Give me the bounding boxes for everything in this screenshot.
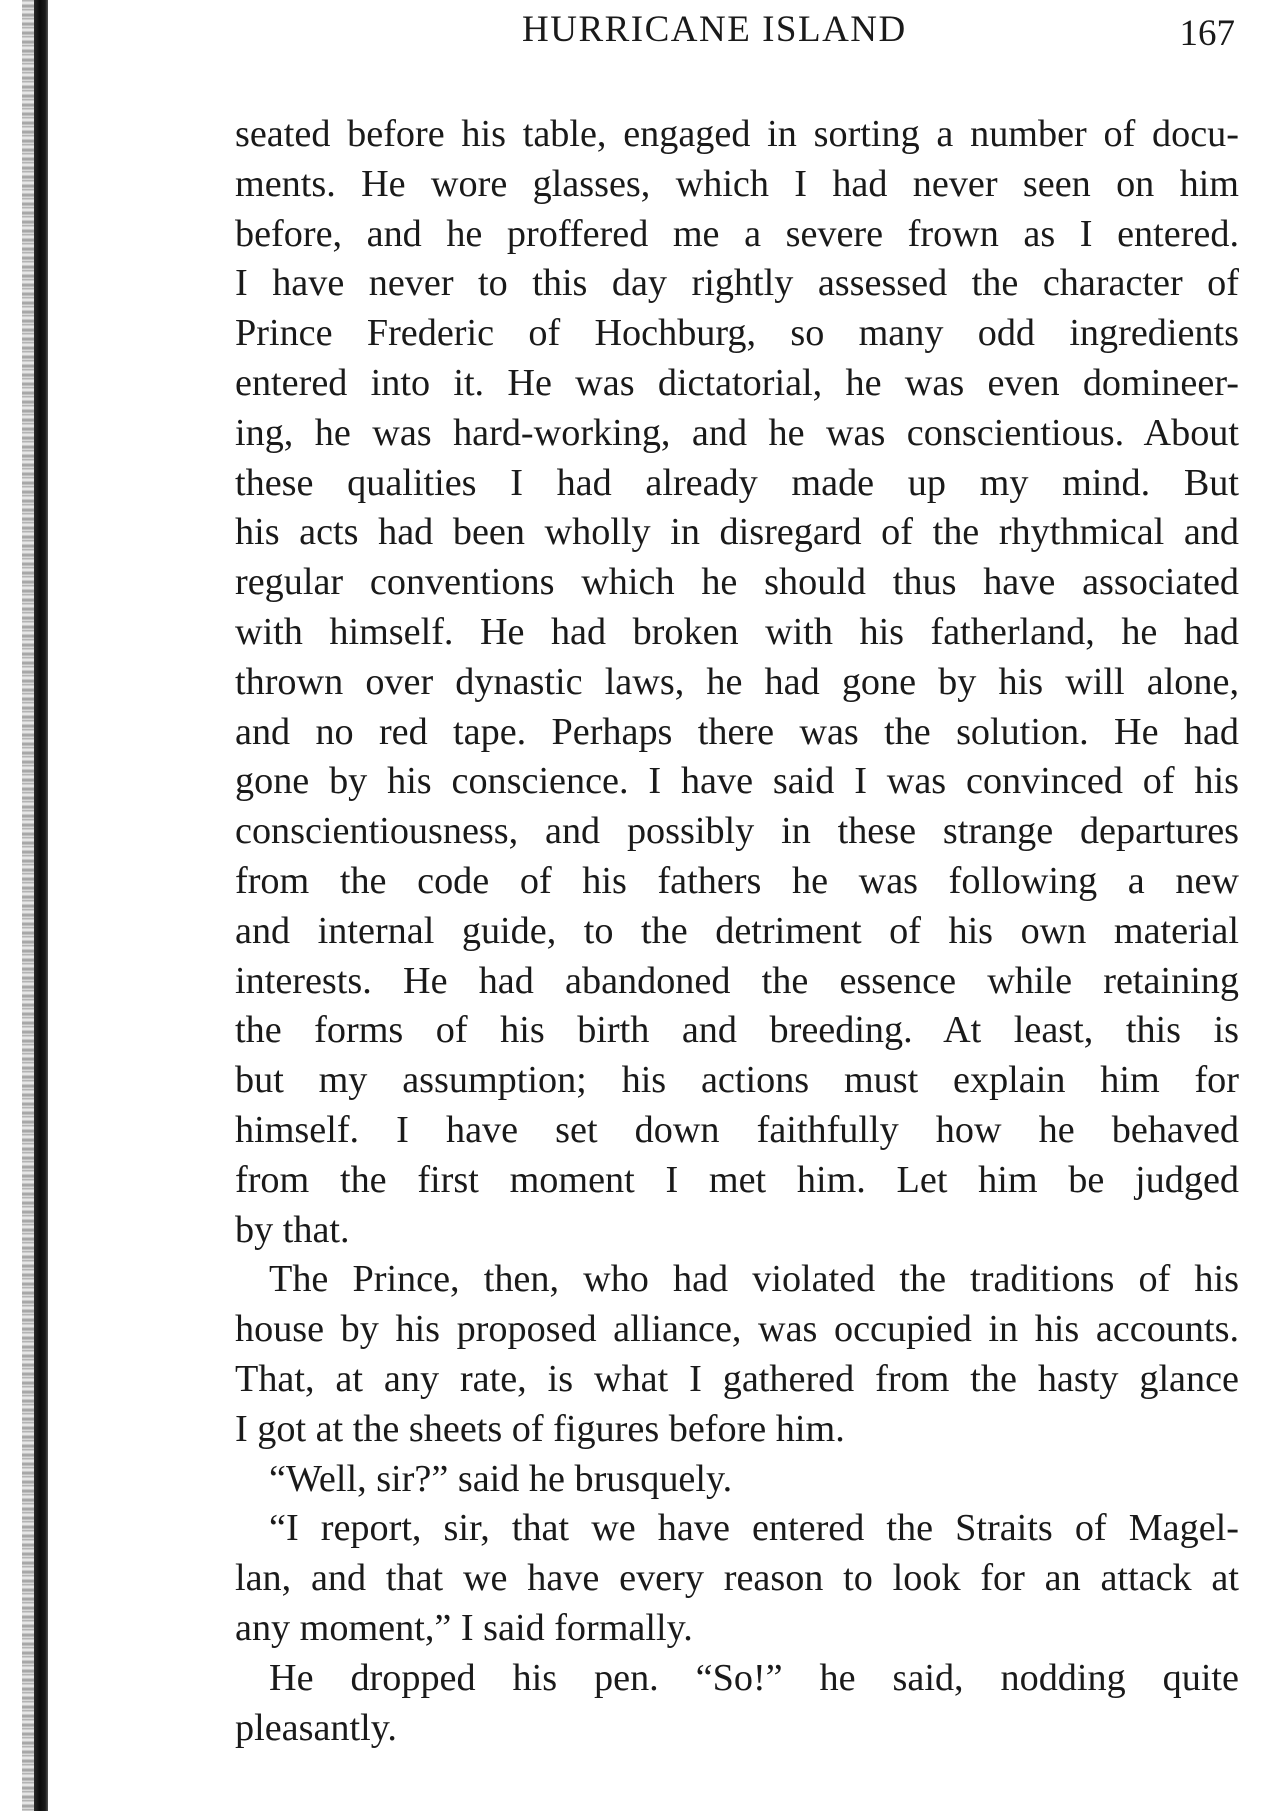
text-line: himself. I have set down faithfully how he behaved — [235, 1108, 1239, 1151]
text-line: lan, and that we have every reason to look for an attack at — [235, 1557, 1239, 1600]
text-line: “I report, sir, that we have entered the Straits of Magel- — [269, 1507, 1239, 1550]
text-line: any moment,” I said formally. — [235, 1606, 693, 1649]
text-line: seated before his table, engaged in sorting a number of docu- — [235, 113, 1239, 155]
text-line: with himself. He had broken with his fatherland, he had — [235, 610, 1239, 653]
text-line: by that. — [235, 1208, 350, 1251]
text-line: entered into it. He was dictatorial, he was even domineer- — [235, 361, 1239, 404]
text-line: “Well, sir?” said he brusquely. — [269, 1457, 733, 1500]
running-head — [235, 8, 1235, 64]
page-number: 167 — [1179, 13, 1235, 54]
text-line: his acts had been wholly in disregard of the rhythmical and — [235, 511, 1239, 554]
text-line: ing, he was hard-working, and he was conscientious. About — [235, 411, 1239, 454]
text-line: and no red tape. Perhaps there was the solution. He had — [235, 710, 1239, 753]
paragraph-4 — [235, 1504, 1239, 1653]
text-line: before, and he proffered me a severe frown as I entered. — [235, 212, 1239, 255]
text-line: pleasantly. — [235, 1706, 397, 1749]
text-line: interests. He had abandoned the essence while retaining — [235, 959, 1239, 1002]
text-line: ments. He wore glasses, which I had never seen on him — [235, 162, 1239, 205]
paragraph-1 — [235, 110, 1239, 1255]
text-line: thrown over dynastic laws, he had gone by his will alone, — [235, 660, 1239, 703]
text-line: The Prince, then, who had violated the traditions of his — [269, 1258, 1239, 1301]
text-line: conscientiousness, and possibly in these strange departures — [235, 810, 1239, 853]
text-line: I have never to this day rightly assessed the character of — [235, 262, 1239, 305]
book-binding-edge — [34, 0, 48, 1811]
text-line: He dropped his pen. “So!” he said, nodding quite — [269, 1656, 1239, 1699]
paragraph-2 — [235, 1255, 1239, 1454]
paragraph-3 — [235, 1455, 1239, 1505]
binding-shadow — [22, 0, 34, 1811]
text-line: regular conventions which he should thus have associated — [235, 561, 1239, 604]
text-line: from the first moment I met him. Let him be judged — [235, 1158, 1239, 1201]
text-line: house by his proposed alliance, was occupied in his accounts. — [235, 1308, 1239, 1351]
text-line: these qualities I had already made up my mind. But — [235, 461, 1239, 504]
text-line: gone by his conscience. I have said I was convinced of his — [235, 760, 1239, 803]
text-line: Prince Frederic of Hochburg, so many odd ingredients — [235, 312, 1239, 355]
text-line: the forms of his birth and breeding. At least, this is — [235, 1009, 1239, 1052]
text-line: but my assumption; his actions must explain him for — [235, 1059, 1239, 1102]
text-line: and internal guide, to the detriment of his own material — [235, 909, 1239, 952]
paragraph-5 — [235, 1654, 1239, 1754]
text-line: from the code of his fathers he was following a new — [235, 859, 1239, 902]
text-line: I got at the sheets of figures before him. — [235, 1407, 845, 1450]
running-title: HURRICANE ISLAND — [522, 9, 907, 50]
body-text — [235, 110, 1239, 1753]
text-line: That, at any rate, is what I gathered from the hasty glance — [235, 1357, 1239, 1400]
